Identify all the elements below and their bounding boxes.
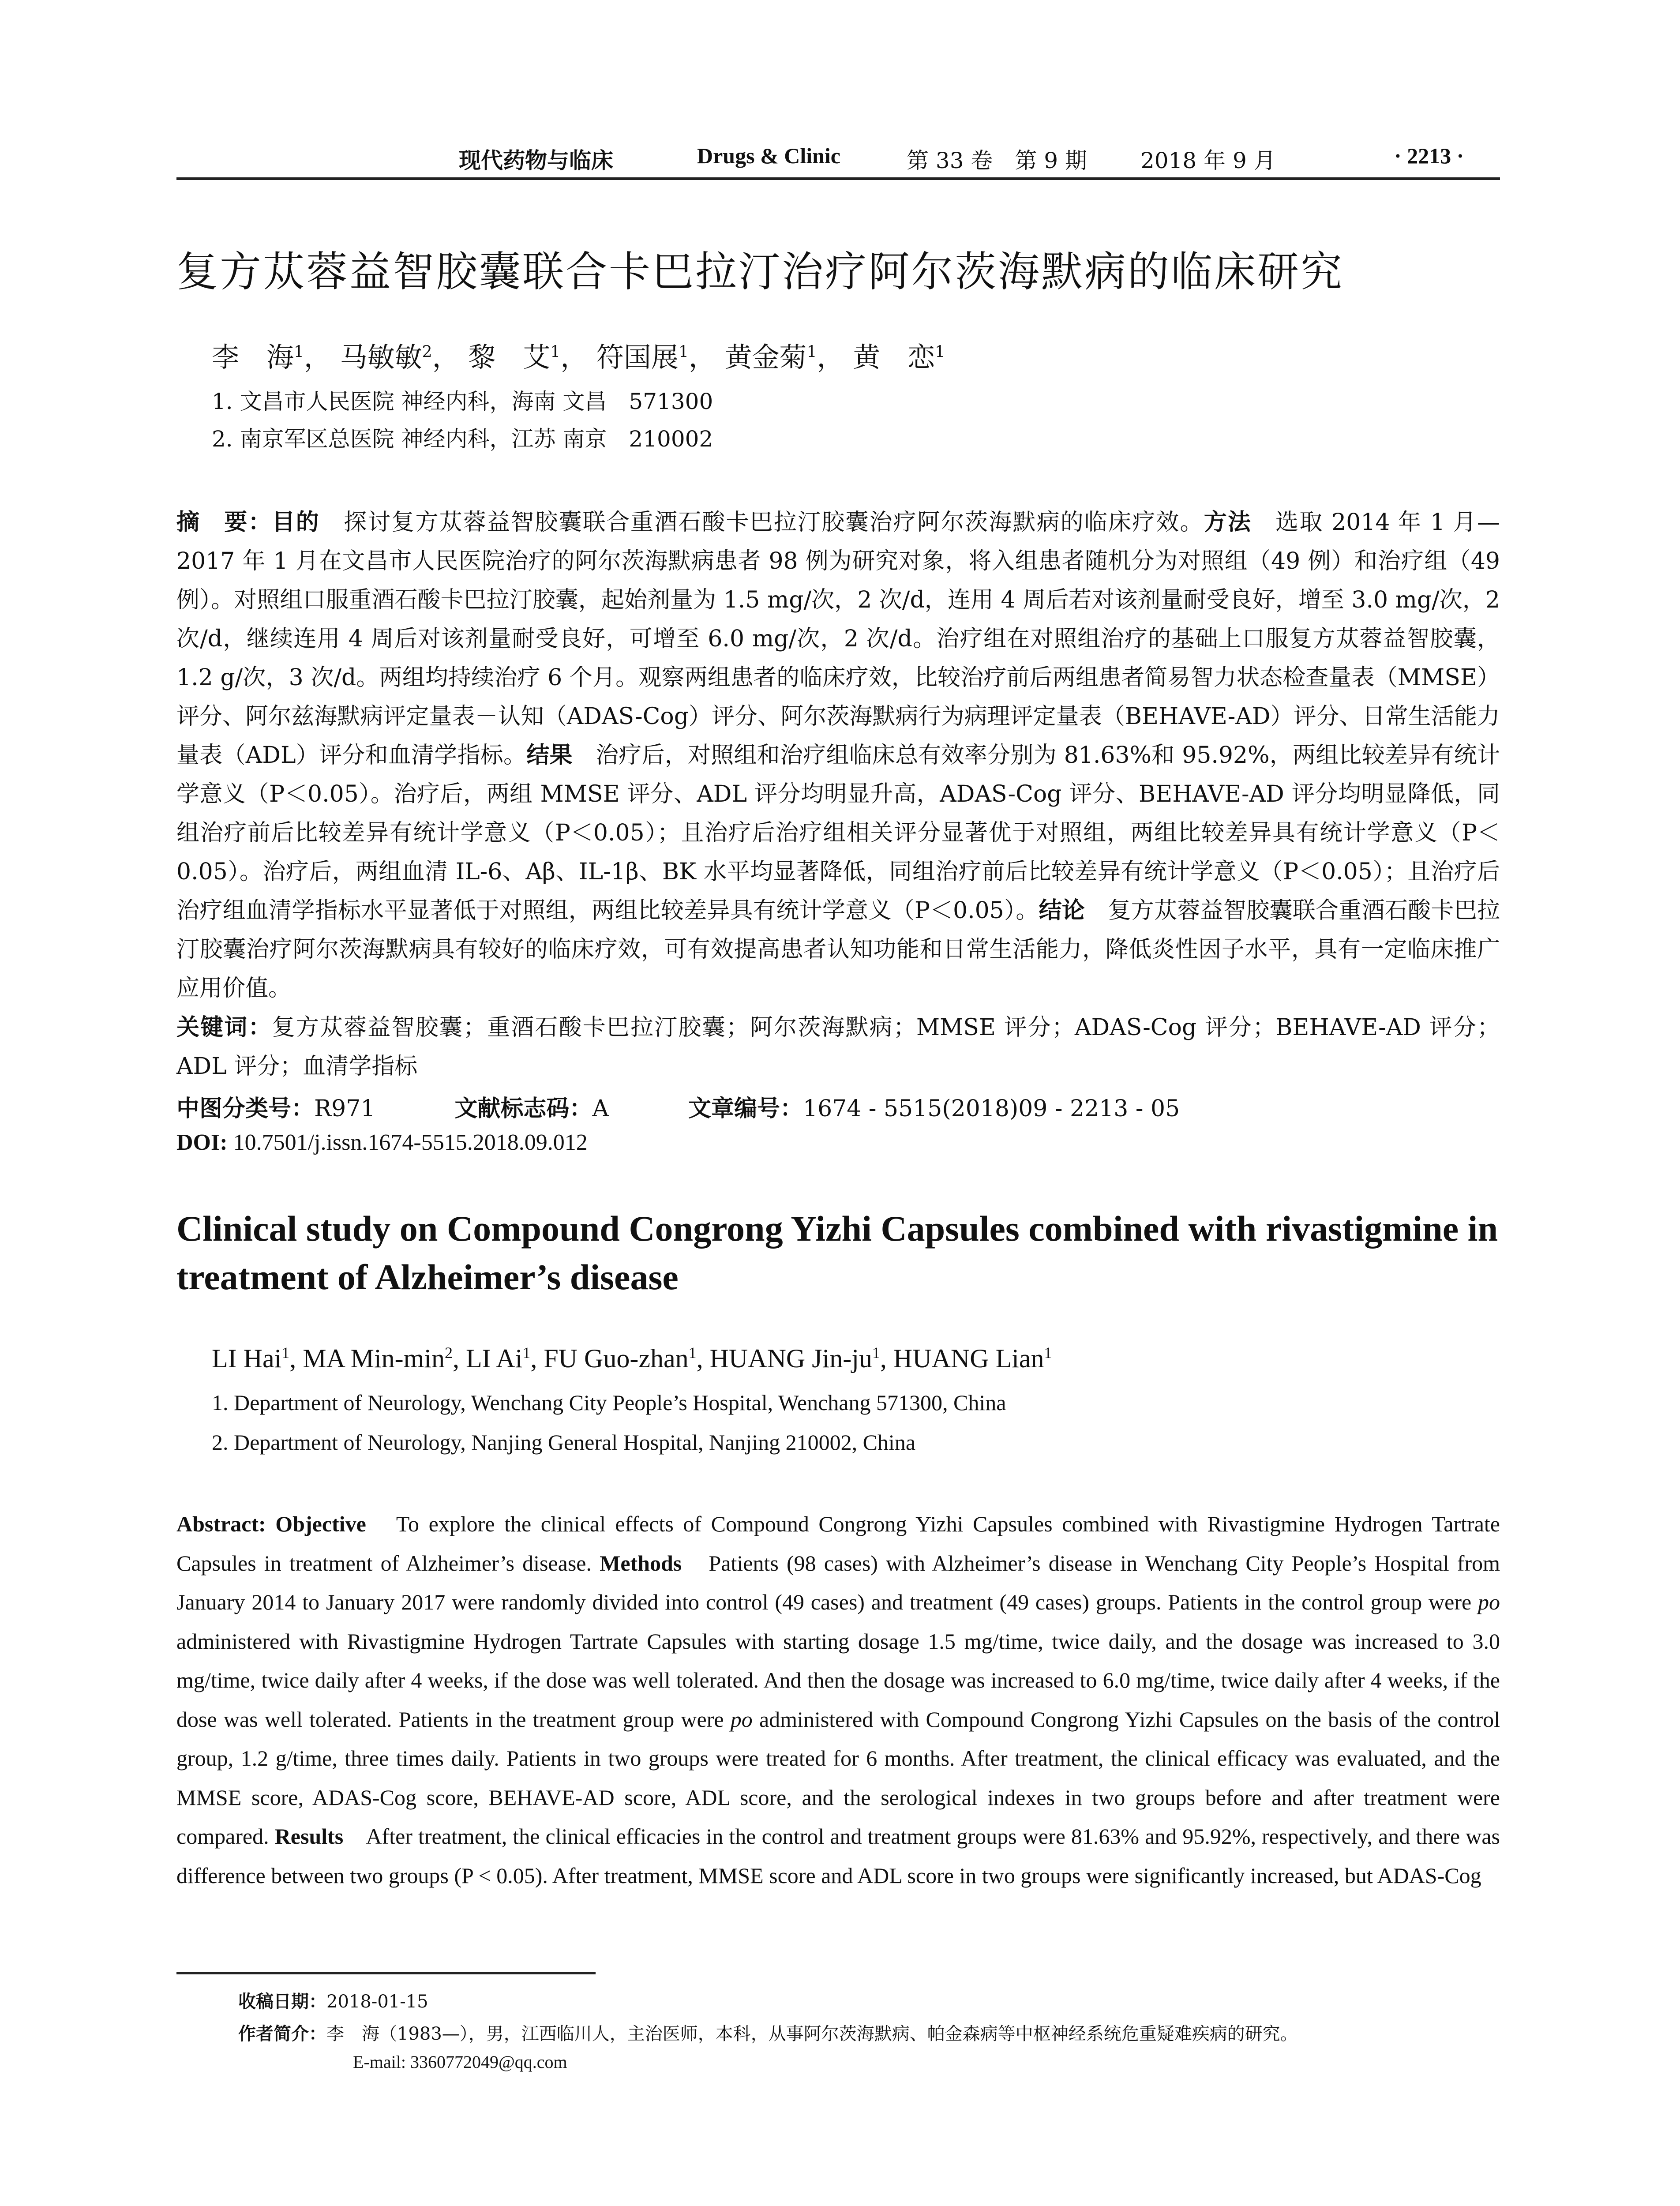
footnote-rule: [176, 1972, 596, 1974]
page-number: · 2213 ·: [1394, 143, 1464, 168]
objective-label: 目的: [272, 509, 320, 536]
email[interactable]: E-mail: 3360772049@qq.com: [353, 2052, 567, 2072]
conclusion-text: 复方苁蓉益智胶囊联合重酒石酸卡巴拉汀胶囊治疗阿尔茨海默病具有较好的临床疗效，可有效提高患者认知功能和日常生活能力，降低炎性因子水平，具有一定临床推广应用价值。: [176, 897, 1500, 1002]
received-label: 收稿日期：: [238, 1992, 326, 2012]
po-abbrev: po: [730, 1707, 753, 1732]
doc-code-value: A: [592, 1095, 609, 1122]
running-header: [176, 137, 1500, 177]
author-name: 黎 艾: [468, 341, 551, 373]
author-sup: 1: [678, 343, 689, 361]
author-name: HUANG Lian: [893, 1344, 1044, 1373]
abstract-label: 摘 要：: [176, 509, 272, 536]
keywords-label: 关键词：: [176, 1014, 272, 1041]
conclusion-label: 结论: [1039, 897, 1085, 924]
title-cn: 复方苁蓉益智胶囊联合卡巴拉汀治疗阿尔茨海默病的临床研究: [176, 248, 1344, 296]
author-sup: 1: [872, 1344, 880, 1362]
received-value: 2018-01-15: [326, 1992, 428, 2012]
doc-code-label: 文献标志码：: [454, 1095, 592, 1122]
results-en-label: Results: [274, 1824, 344, 1849]
classification-line: [176, 1090, 1180, 1123]
authors-en: LI Hai$^1$, MA Min-$\min^2$, LI Ai$^1$, FU Guo-zhan$^1$, HUANG Jin-$ju^1$, HUANG Lian$^1$: [212, 1344, 1052, 1373]
methods-en-text: administered with Compound Congrong Yizhi Capsules on the basis of the control group, 1.2 g/time, three times daily. Patients in two groups were treated for 6 months. After treatment, the clinical efficacy was evaluated, and the MMSE score, ADAS-Cog score, BEHAVE-AD score, ADL score, and the serological indexes in two groups before and after treatment were compared.: [176, 1707, 1500, 1849]
objective-en-text: To explore the clinical effects of Compound Congrong Yizhi Capsules combined with Rivastigmine Hydrogen Tartrate Capsules in treatment of Alzheimer’s disease.: [176, 1512, 1500, 1576]
objective-text: 探讨复方苁蓉益智胶囊联合重酒石酸卡巴拉汀胶囊治疗阿尔茨海默病的临床疗效。: [319, 509, 1204, 536]
author-sup: 2: [422, 343, 432, 361]
author-sup: 1: [688, 1344, 697, 1362]
keywords-text: 复方苁蓉益智胶囊；重酒石酸卡巴拉汀胶囊；阿尔茨海默病；MMSE 评分；ADAS-Cog 评分；BEHAVE-AD 评分；ADL 评分；血清学指标: [176, 1014, 1500, 1080]
abstract-en-label: Abstract: Objective: [176, 1512, 366, 1536]
keywords-cn: [176, 1008, 1500, 1086]
author-name: LI Hai: [212, 1344, 282, 1373]
affiliation-cn-2: 2. 南京军区总医院 神经内科，江苏 南京 210002: [212, 426, 713, 452]
results-text: 治疗后，对照组和治疗组临床总有效率分别为 81.63%和 95.92%，两组比较差异有统计学意义（P＜0.05）。治疗后，两组 MMSE 评分、ADL 评分均明显升高，ADAS-Cog 评分、BEHAVE-AD 评分均明显降低，同组治疗前后比较差异有统计学意义（P＜0.05）；且治疗后治疗组相关评分显著优于对照组，两组比较差异具有统计学意义（P＜0.05）。治疗后，两组血清 IL-6、Aβ、IL-1β、BK 水平均显著降低，同组治疗前后比较差异有统计学意义（P＜0.05）；且治疗后治疗组血清学指标水平显著低于对照组，两组比较差异具有统计学意义（P＜0.05）。: [176, 742, 1500, 924]
author-sup: 1: [522, 1344, 531, 1362]
methods-en-text: administered with Rivastigmine Hydrogen Tartrate Capsules with starting dosage 1.5 mg/time, twice daily, and the dosage was increased to 3.0 mg/time, twice daily after 4 weeks, if the dose was well tolerated. And then the dosage was increased to 6.0 mg/time, twice daily after 4 weeks, if the dose was well tolerated. Patients in the treatment group were: [176, 1628, 1500, 1732]
author-name: FU Guo-zhan: [544, 1344, 689, 1373]
volume-issue: 第 33 卷 第 9 期: [907, 148, 1088, 173]
po-abbrev: po: [1478, 1590, 1500, 1614]
article-number-value: 1674 - 5515(2018)09 - 2213 - 05: [803, 1095, 1180, 1122]
authors-cn: 李 海$^1$， 马敏敏$^2$， 黎 艾$^1$， 符国展$^1$， 黄金菊$^1$， 黄 恋$^1$: [212, 341, 945, 373]
title-en: Clinical study on Compound Congrong Yizhi Capsules combined with rivastigmine in treatment of Alzheimer’s disease: [176, 1208, 1498, 1297]
author-bio-text: 李 海（1983—），男，江西临川人，主治医师，本科，从事阿尔茨海默病、帕金森病等中枢神经系统危重疑难疾病的研究。: [326, 2024, 1298, 2044]
journal-name-en: Drugs & Clinic: [697, 143, 840, 168]
results-label: 结果: [526, 742, 573, 769]
author-name: 李 海: [212, 341, 294, 373]
affiliation-en-2: 2. Department of Neurology, Nanjing General Hospital, Nanjing 210002, China: [212, 1430, 916, 1455]
abstract-en: [176, 1504, 1500, 1895]
author-name: 黄金菊: [724, 341, 807, 373]
doi-label: DOI:: [176, 1130, 228, 1155]
author-sup: 1: [294, 343, 304, 361]
author-sup: 1: [550, 343, 561, 361]
affiliation-en-1: 1. Department of Neurology, Wenchang City People’s Hospital, Wenchang 571300, China: [212, 1390, 1006, 1415]
methods-label: 方法: [1204, 509, 1252, 536]
author-sup: 1: [1044, 1344, 1052, 1362]
article-number-label: 文章编号：: [688, 1095, 803, 1122]
affiliation-cn-1: 1. 文昌市人民医院 神经内科，海南 文昌 571300: [212, 389, 713, 414]
author-name: 符国展: [596, 341, 679, 373]
issue-date: 2018 年 9 月: [1140, 148, 1276, 173]
author-bio: [238, 2020, 1298, 2045]
header-rule: [176, 177, 1500, 180]
author-sup: 1: [281, 1344, 290, 1362]
author-sup: 2: [444, 1344, 453, 1362]
author-name: 黄 恋: [853, 341, 935, 373]
clc-value: R971: [314, 1095, 375, 1122]
author-bio-label: 作者简介：: [238, 2024, 326, 2044]
clc-label: 中图分类号：: [176, 1095, 315, 1122]
author-name: HUANG Jin-ju: [709, 1344, 872, 1373]
author-name: LI Ai: [465, 1344, 523, 1373]
methods-en-text: Patients (98 cases) with Alzheimer’s disease in Wenchang City People’s Hospital from January 2014 to January 2017 were randomly divided into control (49 cases) and treatment (49 cases) groups. Patients in the control group were: [176, 1550, 1500, 1614]
methods-text: 选取 2014 年 1 月—2017 年 1 月在文昌市人民医院治疗的阿尔茨海默病患者 98 例为研究对象，将入组患者随机分为对照组（49 例）和治疗组（49 例）。对照组口服重酒石酸卡巴拉汀胶囊，起始剂量为 1.5 mg/次，2 次/d，连用 4 周后若对该剂量耐受良好，增至 3.0 mg/次，2 次/d，继续连用 4 周后对该剂量耐受良好，可增至 6.0 mg/次，2 次/d。治疗组在对照组治疗的基础上口服复方苁蓉益智胶囊，1.2 g/次，3 次/d。两组均持续治疗 6 个月。观察两组患者的临床疗效，比较治疗前后两组患者简易智力状态检查量表（MMSE）评分、阿尔兹海默病评定量表－认知（ADAS-Cog）评分、阿尔茨海默病行为病理评定量表（BEHAVE-AD）评分、日常生活能力量表（ADL）评分和血清学指标。: [176, 509, 1500, 769]
results-en-text: After treatment, the clinical efficacies in the control and treatment groups were 81.63% and 95.92%, respectively, and there was difference between two groups (P < 0.05). After treatment, MMSE score and ADL score in two groups were significantly increased, but ADAS-Cog: [176, 1824, 1500, 1888]
author-name: MA Min-min: [303, 1344, 445, 1373]
author-sup: 1: [935, 343, 945, 361]
methods-en-label: Methods: [600, 1550, 682, 1576]
doi-line: [176, 1129, 588, 1156]
author-sup: 1: [806, 343, 817, 361]
doi-value[interactable]: 10.7501/j.issn.1674-5515.2018.09.012: [227, 1130, 588, 1155]
abstract-cn: [176, 503, 1500, 1008]
received-date: [238, 1988, 428, 2013]
author-name: 马敏敏: [340, 341, 422, 373]
journal-name-cn: 现代药物与临床: [459, 147, 613, 173]
